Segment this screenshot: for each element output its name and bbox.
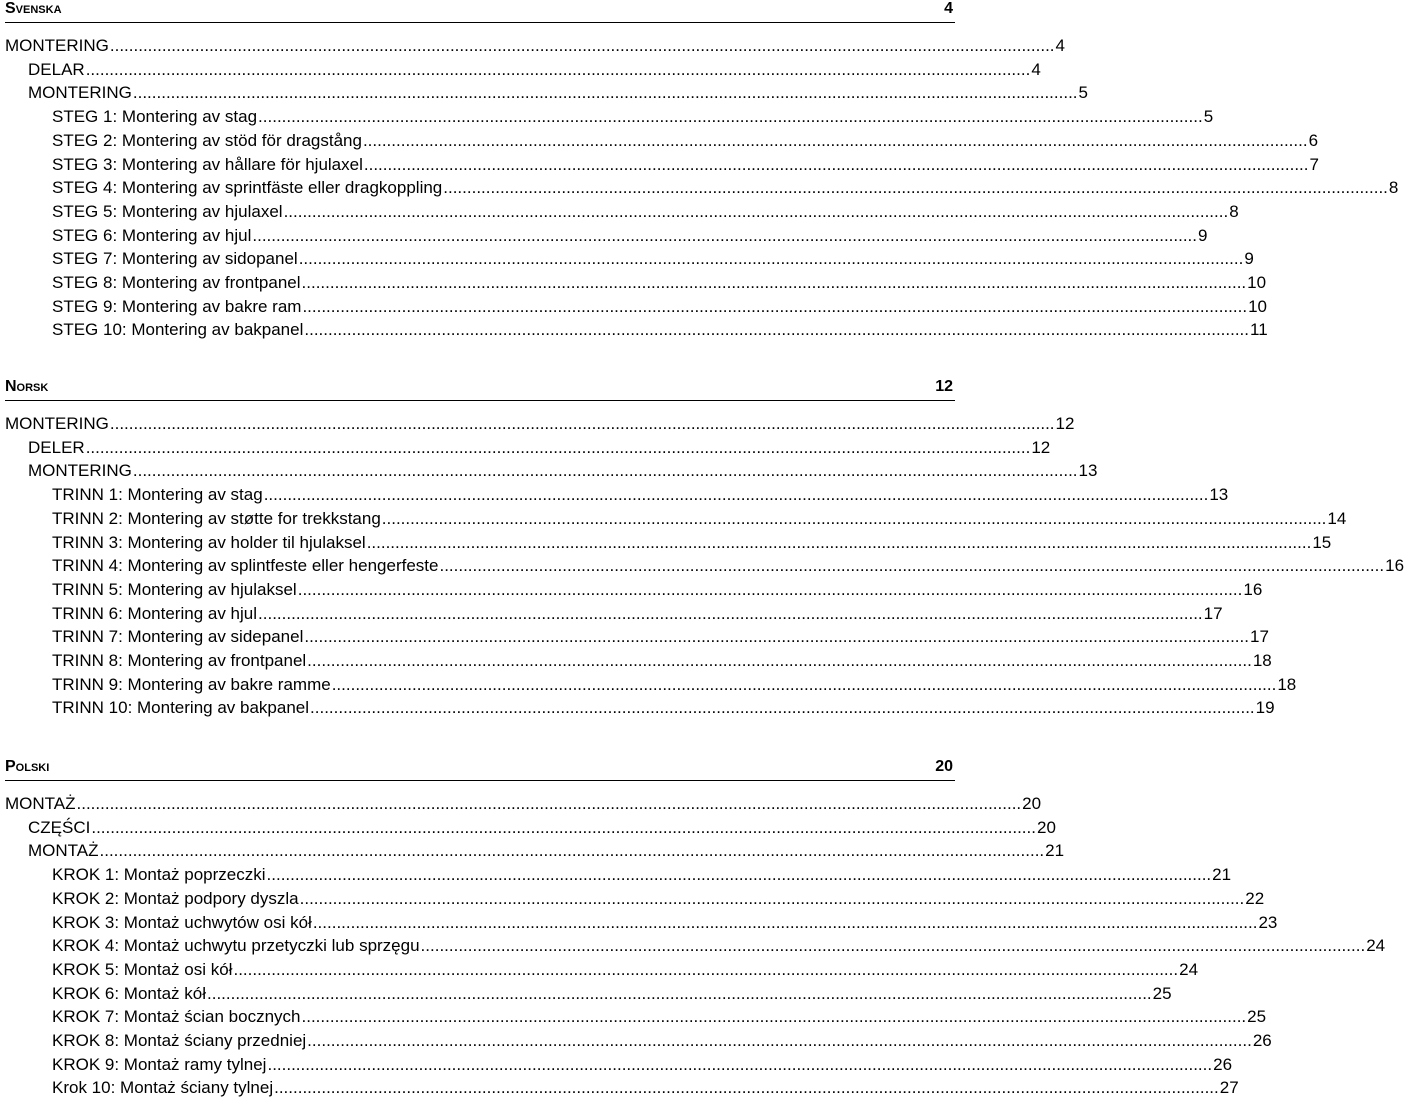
dot-leader: ........................................................................................................................................................................................................ [233, 959, 1179, 979]
dot-leader: ........................................................................................................................................................................................................ [381, 508, 1327, 528]
dot-leader: ........................................................................................................................................................................................................ [99, 841, 1045, 861]
dot-leader: ........................................................................................................................................................................................................ [439, 556, 1385, 576]
toc-entry-title: KROK 7: Montaż ścian bocznych [52, 1007, 301, 1027]
toc-entry[interactable] [52, 626, 1269, 650]
toc-entry-page-number: 21 [1212, 865, 1232, 885]
toc-entry-page-number: 20 [1036, 817, 1056, 837]
toc-entry[interactable] [52, 983, 1172, 1007]
section-title: Norsk [5, 378, 49, 395]
toc-entry-title: STEG 10: Montering av bakpanel [52, 320, 304, 340]
toc-entry-title: KROK 2: Montaż podpory dyszla [52, 888, 299, 908]
toc-entry-title: KROK 9: Montaż ramy tylnej [52, 1054, 267, 1074]
toc-entry[interactable] [5, 35, 1065, 59]
toc-entry-title: TRINN 2: Montering av støtte for trekkstang [52, 508, 381, 528]
toc-entry-title: TRINN 1: Montering av stag [52, 485, 263, 505]
toc-entry-title: STEG 4: Montering av sprintfäste eller dragkoppling [52, 178, 443, 198]
section-page-number: 12 [935, 378, 953, 395]
dot-leader: ........................................................................................................................................................................................................ [267, 1054, 1213, 1074]
dot-leader: ........................................................................................................................................................................................................ [307, 1031, 1252, 1050]
toc-entry-page-number: 25 [1152, 983, 1172, 1003]
toc-entry-title: TRINN 3: Montering av holder til hjulaksel [52, 532, 366, 552]
toc-entry-title: DELER [28, 437, 85, 457]
toc-entry-page-number: 5 [1203, 107, 1214, 127]
toc-entry-title: KROK 4: Montaż uchwytu przetyczki lub sprzęgu [52, 936, 420, 956]
dot-leader: ........................................................................................................................................................................................................ [283, 201, 1229, 221]
dot-leader: ........................................................................................................................................................................................................ [266, 865, 1212, 885]
toc-entry-title: MONTAŻ [28, 841, 99, 861]
dot-leader: ........................................................................................................................................................................................................ [363, 154, 1309, 174]
toc-entry[interactable] [52, 579, 1263, 603]
toc-entry-page-number: 9 [1244, 249, 1254, 269]
dot-leader: ........................................................................................................................................................................................................ [252, 225, 1198, 245]
toc-entry[interactable] [5, 793, 1042, 817]
section-heading [5, 378, 955, 401]
toc-entry-title: MONTERING [28, 461, 132, 481]
toc-entry-title: KROK 5: Montaż osi kół [52, 959, 233, 979]
toc-entry-title: MONTERING [28, 83, 132, 103]
dot-leader: ........................................................................................................................................................................................................ [420, 936, 1366, 956]
toc-entry-page-number: 4 [1031, 59, 1041, 79]
toc-entry[interactable] [52, 697, 1275, 721]
dot-leader: ........................................................................................................................................................................................................ [258, 107, 1203, 127]
toc-entry-page-number: 18 [1252, 651, 1272, 670]
dot-leader: ........................................................................................................................................................................................................ [91, 817, 1036, 837]
dot-leader: ........................................................................................................................................................................................................ [304, 627, 1249, 647]
dot-leader: ........................................................................................................................................................................................................ [301, 1007, 1247, 1027]
toc-entry-page-number: 13 [1078, 461, 1098, 481]
toc-entry[interactable] [52, 106, 1214, 130]
toc-entry-title: DELAR [28, 59, 85, 79]
toc-entry[interactable] [52, 674, 1297, 698]
dot-leader: ........................................................................................................................................................................................................ [366, 532, 1312, 552]
toc-entry-title: KROK 1: Montaż poprzeczki [52, 865, 266, 885]
toc-entry-page-number: 17 [1249, 627, 1269, 647]
dot-leader: ........................................................................................................................................................................................................ [109, 414, 1055, 433]
toc-entry[interactable] [52, 484, 1229, 508]
toc-entry[interactable] [52, 912, 1278, 936]
toc-entry[interactable] [52, 555, 1404, 579]
toc-entry-page-number: 7 [1309, 154, 1319, 174]
toc-entry-page-number: 5 [1078, 83, 1088, 103]
toc-entry[interactable] [52, 225, 1208, 249]
toc-entry[interactable] [52, 296, 1267, 320]
toc-entry-title: TRINN 5: Montering av hjulaksel [52, 579, 297, 599]
toc-entry-title: STEG 9: Montering av bakre ram [52, 296, 302, 316]
toc-entry-title: MONTERING [5, 414, 109, 433]
dot-leader: ........................................................................................................................................................................................................ [258, 603, 1203, 623]
toc-entry[interactable] [52, 154, 1319, 178]
toc-entry-page-number: 26 [1252, 1031, 1272, 1050]
toc-entry[interactable] [52, 319, 1268, 343]
dot-leader: ........................................................................................................................................................................................................ [443, 178, 1388, 198]
toc-entry-title: STEG 5: Montering av hjulaxel [52, 201, 283, 221]
toc-entry-page-number: 10 [1248, 296, 1267, 316]
toc-entry[interactable] [52, 130, 1319, 154]
dot-leader: ........................................................................................................................................................................................................ [362, 130, 1308, 150]
toc-entry-page-number: 22 [1245, 888, 1265, 908]
toc-entry-page-number: 27 [1219, 1078, 1239, 1098]
toc-entry[interactable] [5, 413, 1075, 437]
toc-entry-title: TRINN 6: Montering av hjul [52, 603, 258, 623]
toc-entry-page-number: 4 [1055, 36, 1065, 55]
toc-entry-title: KROK 8: Montaż ściany przedniej [52, 1031, 307, 1050]
toc-entry-title: TRINN 7: Montering av sidepanel [52, 627, 304, 647]
toc-entry-page-number: 18 [1277, 674, 1297, 694]
toc-entry-page-number: 24 [1366, 936, 1386, 956]
dot-leader: ........................................................................................................................................................................................................ [274, 1078, 1219, 1098]
dot-leader: ........................................................................................................................................................................................................ [331, 674, 1277, 694]
toc-entry-title: STEG 6: Montering av hjul [52, 225, 252, 245]
toc-entry[interactable] [52, 1077, 1239, 1101]
toc-entry[interactable] [28, 437, 1051, 461]
toc-entry-page-number: 12 [1055, 414, 1075, 433]
toc-entry-title: STEG 2: Montering av stöd för dragstång [52, 130, 362, 150]
toc-entry[interactable] [52, 650, 1272, 674]
toc-entry[interactable] [52, 1054, 1233, 1078]
toc-entry-page-number: 19 [1255, 698, 1275, 718]
toc-entry-page-number: 8 [1388, 178, 1399, 198]
toc-entry[interactable] [28, 817, 1056, 841]
toc-entry[interactable] [52, 272, 1267, 296]
toc-entry[interactable] [52, 1006, 1267, 1030]
toc-entry[interactable] [52, 935, 1386, 959]
dot-leader: ........................................................................................................................................................................................................ [109, 36, 1055, 55]
dot-leader: ........................................................................................................................................................................................................ [207, 983, 1152, 1003]
toc-entry-page-number: 20 [1022, 794, 1042, 813]
dot-leader: ........................................................................................................................................................................................................ [297, 579, 1243, 599]
toc-entry-page-number: 26 [1213, 1054, 1233, 1074]
toc-entry-title: STEG 1: Montering av stag [52, 107, 258, 127]
toc-entry[interactable] [52, 532, 1332, 556]
dot-leader: ........................................................................................................................................................................................................ [132, 461, 1078, 481]
dot-leader: ........................................................................................................................................................................................................ [312, 912, 1258, 932]
toc-entry[interactable] [28, 840, 1065, 864]
section-heading [5, 758, 955, 781]
dot-leader: ........................................................................................................................................................................................................ [263, 485, 1209, 505]
toc-entry-title: Krok 10: Montaż ściany tylnej [52, 1078, 274, 1098]
toc-entry-page-number: 11 [1250, 320, 1268, 340]
toc-entry-page-number: 21 [1045, 841, 1065, 861]
toc-entry[interactable] [28, 59, 1041, 83]
toc-entry-title: TRINN 8: Montering av frontpanel [52, 651, 307, 670]
dot-leader: ........................................................................................................................................................................................................ [85, 437, 1031, 457]
toc-entry-page-number: 24 [1179, 959, 1199, 979]
toc-entry[interactable] [28, 82, 1088, 106]
dot-leader: ........................................................................................................................................................................................................ [302, 296, 1248, 316]
toc-entry-title: CZĘŚCI [28, 817, 91, 837]
dot-leader: ........................................................................................................................................................................................................ [307, 651, 1252, 670]
toc-entry[interactable] [52, 959, 1199, 983]
toc-entry-page-number: 12 [1031, 437, 1051, 457]
toc-entry-title: STEG 7: Montering av sidopanel [52, 249, 298, 269]
toc-entry[interactable] [52, 508, 1347, 532]
dot-leader: ........................................................................................................................................................................................................ [76, 794, 1022, 813]
toc-entry[interactable] [28, 460, 1098, 484]
dot-leader: ........................................................................................................................................................................................................ [299, 888, 1245, 908]
toc-entry[interactable] [52, 201, 1239, 225]
toc-entry-page-number: 17 [1203, 603, 1223, 623]
toc-entry-title: TRINN 9: Montering av bakre ramme [52, 674, 331, 694]
dot-leader: ........................................................................................................................................................................................................ [304, 320, 1250, 340]
toc-entry[interactable] [52, 177, 1399, 201]
toc-entry-page-number: 16 [1385, 556, 1404, 576]
toc-entry[interactable] [52, 248, 1254, 272]
toc-entry-page-number: 15 [1312, 532, 1332, 552]
toc-entry[interactable] [52, 1030, 1272, 1054]
section-page-number: 20 [935, 758, 953, 775]
section-heading [5, 0, 955, 23]
toc-entry-page-number: 8 [1229, 201, 1239, 221]
toc-entry-page-number: 9 [1198, 225, 1208, 245]
section-page-number: 4 [944, 0, 953, 17]
toc-entry-title: KROK 6: Montaż kół [52, 983, 207, 1003]
dot-leader: ........................................................................................................................................................................................................ [298, 249, 1244, 269]
toc-entry-page-number: 23 [1258, 912, 1278, 932]
toc-entry[interactable] [52, 888, 1265, 912]
toc-entry-page-number: 14 [1327, 508, 1347, 528]
toc-entry-page-number: 25 [1247, 1007, 1267, 1027]
toc-entry[interactable] [52, 603, 1223, 627]
section-title: Svenska [5, 0, 62, 17]
toc-entry-title: MONTAŻ [5, 794, 76, 813]
section-title: Polski [5, 758, 50, 775]
toc-entry-title: STEG 8: Montering av frontpanel [52, 273, 301, 292]
toc-entry-title: TRINN 10: Montering av bakpanel [52, 698, 310, 718]
toc-entry-title: TRINN 4: Montering av splintfeste eller hengerfeste [52, 556, 439, 576]
dot-leader: ........................................................................................................................................................................................................ [132, 83, 1078, 103]
toc-entry-page-number: 10 [1247, 273, 1267, 292]
toc-entry-page-number: 16 [1243, 579, 1263, 599]
toc-entry-page-number: 13 [1209, 485, 1229, 505]
toc-entry[interactable] [52, 864, 1232, 888]
toc-entry-title: KROK 3: Montaż uchwytów osi kół [52, 912, 312, 932]
toc-entry-title: MONTERING [5, 36, 109, 55]
dot-leader: ........................................................................................................................................................................................................ [301, 273, 1247, 292]
dot-leader: ........................................................................................................................................................................................................ [310, 698, 1255, 718]
dot-leader: ........................................................................................................................................................................................................ [85, 59, 1031, 79]
toc-entry-page-number: 6 [1308, 130, 1319, 150]
toc-entry-title: STEG 3: Montering av hållare för hjulaxel [52, 154, 363, 174]
